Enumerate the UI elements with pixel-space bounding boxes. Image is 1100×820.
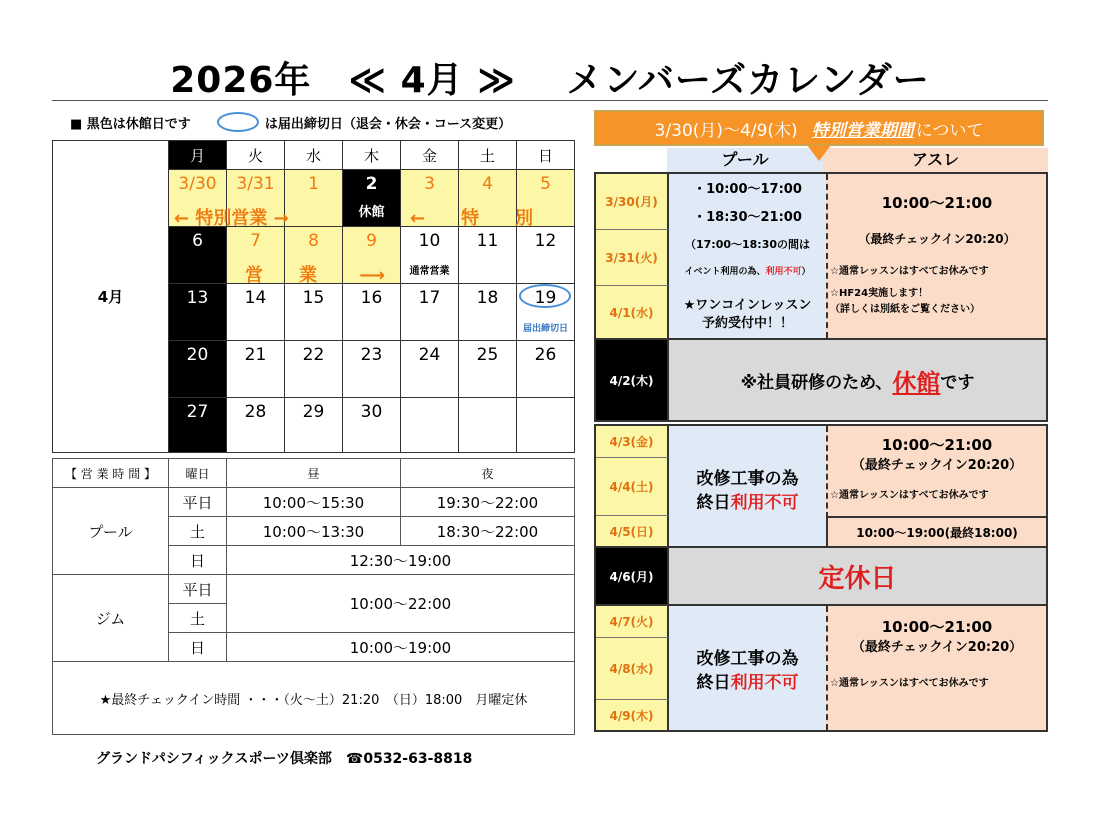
day-cell: 3/30 xyxy=(169,170,227,227)
legend-black-note: ■ 黒色は休館日です xyxy=(70,116,191,132)
date-label: 4/4(土) xyxy=(596,458,669,516)
schedule-block-4-7 xyxy=(594,604,1048,732)
day-cell: 14 xyxy=(227,284,285,341)
day-cell-closed: 20 xyxy=(169,341,227,398)
day-cell: 28 xyxy=(227,398,285,453)
hours-header: 夜 xyxy=(401,459,575,488)
closed-notice: ※社員研修のため、 休館 です xyxy=(669,340,1046,420)
athletic-note: （最終チェックイン20:20） xyxy=(858,232,1016,246)
date-label: 3/30(月) xyxy=(596,174,669,230)
day-cell: 22 xyxy=(285,341,343,398)
day-cell: 15 xyxy=(285,284,343,341)
time-cell: 10:00～19:00 xyxy=(227,633,575,662)
title-divider xyxy=(52,100,1048,101)
day-type: 平日 xyxy=(169,488,227,517)
athletic-info-sunday xyxy=(826,518,1046,546)
day-cell: 16 xyxy=(343,284,401,341)
pool-note: イベント利用の為、利用不可） xyxy=(684,267,811,277)
pool-info xyxy=(669,606,826,730)
deadline-oval-icon xyxy=(519,284,571,308)
day-cell: 4 xyxy=(459,170,517,227)
day-cell: 8 xyxy=(285,227,343,284)
banner-dates: 3/30(月)～4/9(木) xyxy=(654,120,798,141)
pool-time: ・10:00～17:00 xyxy=(693,182,802,197)
weekday-tue: 火 xyxy=(227,141,285,170)
day-type: 土 xyxy=(169,604,227,633)
athletic-note: ☆通常レッスンはすべてお休みです xyxy=(830,266,989,277)
day-type: 日 xyxy=(169,633,227,662)
weekday-sat: 土 xyxy=(459,141,517,170)
day-cell: 21 xyxy=(227,341,285,398)
athletic-time: 10:00～21:00 xyxy=(881,618,993,636)
lesson-note: ★ワンコインレッスン xyxy=(683,298,812,313)
lesson-note: 予約受付中！！ xyxy=(701,316,793,331)
hours-header: 【 営 業 時 間 】 xyxy=(53,459,169,488)
schedule-block-4-6 xyxy=(594,546,1048,606)
gym-label: ジム xyxy=(53,575,169,662)
athletic-note: ☆通常レッスンはすべてお休みです xyxy=(830,490,989,501)
time-cell: 10:00～15:30 xyxy=(227,488,401,517)
schedule-block-3-30 xyxy=(594,172,1048,340)
day-cell-closed: 13 xyxy=(169,284,227,341)
day-cell-closed: 6 xyxy=(169,227,227,284)
pool-closed-note: 終日利用不可 xyxy=(696,673,799,693)
legend xyxy=(70,112,590,132)
athletic-time: 10:00～21:00 xyxy=(881,436,993,454)
date-label: 4/5(日) xyxy=(596,516,669,546)
calendar xyxy=(52,140,575,453)
hours-header: 昼 xyxy=(227,459,401,488)
day-cell-empty xyxy=(517,398,575,453)
special-band-week2: 営 業 ⟶ xyxy=(245,265,386,286)
regular-hours-note: 通常営業 xyxy=(409,266,450,277)
athletic-note: （詳しくは別紙をご覧ください） xyxy=(830,304,980,315)
athletic-note: （最終チェックイン20:20） xyxy=(851,458,1023,473)
hours-table xyxy=(52,458,575,735)
day-type: 平日 xyxy=(169,575,227,604)
day-cell: 1 xyxy=(285,170,343,227)
weekday-mon: 月 xyxy=(169,141,227,170)
athletic-info xyxy=(826,174,1046,338)
weekday-fri: 金 xyxy=(401,141,459,170)
athletic-info xyxy=(826,426,1046,518)
day-cell-deadline: 19 届出締切日 xyxy=(517,284,575,341)
day-cell-empty xyxy=(401,398,459,453)
pool-label: プール xyxy=(53,488,169,575)
pool-closed-note: 改修工事の為 xyxy=(696,649,799,669)
day-cell: 3 xyxy=(401,170,459,227)
day-cell: 24 xyxy=(401,341,459,398)
schedule-block-4-2 xyxy=(594,338,1048,422)
day-cell-empty xyxy=(459,398,517,453)
athletic-note: （最終チェックイン20:20） xyxy=(851,640,1023,655)
pool-note: （17:00～18:30の間は xyxy=(684,238,811,251)
time-cell: 10:00～22:00 xyxy=(227,575,575,633)
date-label: 4/1(水) xyxy=(596,286,669,338)
pool-info xyxy=(669,174,826,338)
day-cell: 3/31 xyxy=(227,170,285,227)
legend-oval-note: は届出締切日（退会・休会・コース変更） xyxy=(264,116,512,132)
day-cell: 18 xyxy=(459,284,517,341)
hours-header: 曜日 xyxy=(169,459,227,488)
date-label: 4/9(木) xyxy=(596,700,669,730)
time-cell: 19:30～22:00 xyxy=(401,488,575,517)
date-label: 4/3(金) xyxy=(596,426,669,458)
date-label: 4/6(月) xyxy=(596,548,669,604)
day-cell: 5 xyxy=(517,170,575,227)
pool-column-header: プール xyxy=(667,148,823,172)
special-band-right: ← 特 別 xyxy=(410,208,534,229)
athletic-info xyxy=(826,606,1046,730)
schedule-block-4-3 xyxy=(594,424,1048,548)
weekday-thu: 木 xyxy=(343,141,401,170)
closed-label: 休館 xyxy=(358,205,385,220)
day-type: 日 xyxy=(169,546,227,575)
day-cell: 29 xyxy=(285,398,343,453)
athletic-time: 10:00～21:00 xyxy=(881,194,993,212)
day-cell: 9 xyxy=(343,227,401,284)
regular-holiday: 定休日 xyxy=(669,548,1046,604)
banner-emphasis: 特別営業期間 xyxy=(811,120,914,141)
day-cell: 17 xyxy=(401,284,459,341)
checkin-note: ★最終チェックイン時間 ・・・（火～土）21:20 （日）18:00 月曜定休 xyxy=(53,662,575,735)
day-cell: 11 xyxy=(459,227,517,284)
pool-closed-note: 終日利用不可 xyxy=(696,493,799,513)
day-cell: 25 xyxy=(459,341,517,398)
athletic-time: 10:00～19:00(最終18:00) xyxy=(856,526,1018,540)
pool-time: ・18:30～21:00 xyxy=(693,210,802,225)
deadline-label: 届出締切日 xyxy=(522,324,568,334)
special-band-left: ← 特別営業 → xyxy=(174,208,289,229)
deadline-oval-icon xyxy=(217,112,259,132)
date-label: 4/2(木) xyxy=(596,340,669,420)
day-cell-closed: 27 xyxy=(169,398,227,453)
date-label: 3/31(火) xyxy=(596,230,669,286)
day-cell: 12 xyxy=(517,227,575,284)
footer-contact: グランドパシフィックスポーツ倶楽部 ☎0532-63-8818 xyxy=(96,751,473,767)
pool-info xyxy=(669,426,826,546)
time-cell: 18:30～22:00 xyxy=(401,517,575,546)
special-period-banner xyxy=(594,110,1044,146)
time-cell: 12:30～19:00 xyxy=(227,546,575,575)
banner-suffix: について xyxy=(915,120,984,141)
page-title: 2026年 ≪ 4月 ≫ メンバーズカレンダー xyxy=(170,60,930,101)
day-cell: 26 xyxy=(517,341,575,398)
day-type: 土 xyxy=(169,517,227,546)
day-cell: 30 xyxy=(343,398,401,453)
down-arrow-icon xyxy=(807,145,831,161)
month-label: 4月 xyxy=(53,141,169,453)
day-cell-closed: 2 休館 xyxy=(343,170,401,227)
athletic-note: ☆HF24実施します！ xyxy=(830,288,929,299)
date-label: 4/7(火) xyxy=(596,606,669,638)
day-cell: 10 通常営業 xyxy=(401,227,459,284)
pool-closed-note: 改修工事の為 xyxy=(696,469,799,489)
day-cell: 23 xyxy=(343,341,401,398)
time-cell: 10:00～13:30 xyxy=(227,517,401,546)
day-cell: 7 xyxy=(227,227,285,284)
weekday-wed: 水 xyxy=(285,141,343,170)
athletic-column-header: アスレ xyxy=(823,148,1048,172)
weekday-sun: 日 xyxy=(517,141,575,170)
athletic-note: ☆通常レッスンはすべてお休みです xyxy=(830,678,989,689)
date-label: 4/8(水) xyxy=(596,638,669,700)
